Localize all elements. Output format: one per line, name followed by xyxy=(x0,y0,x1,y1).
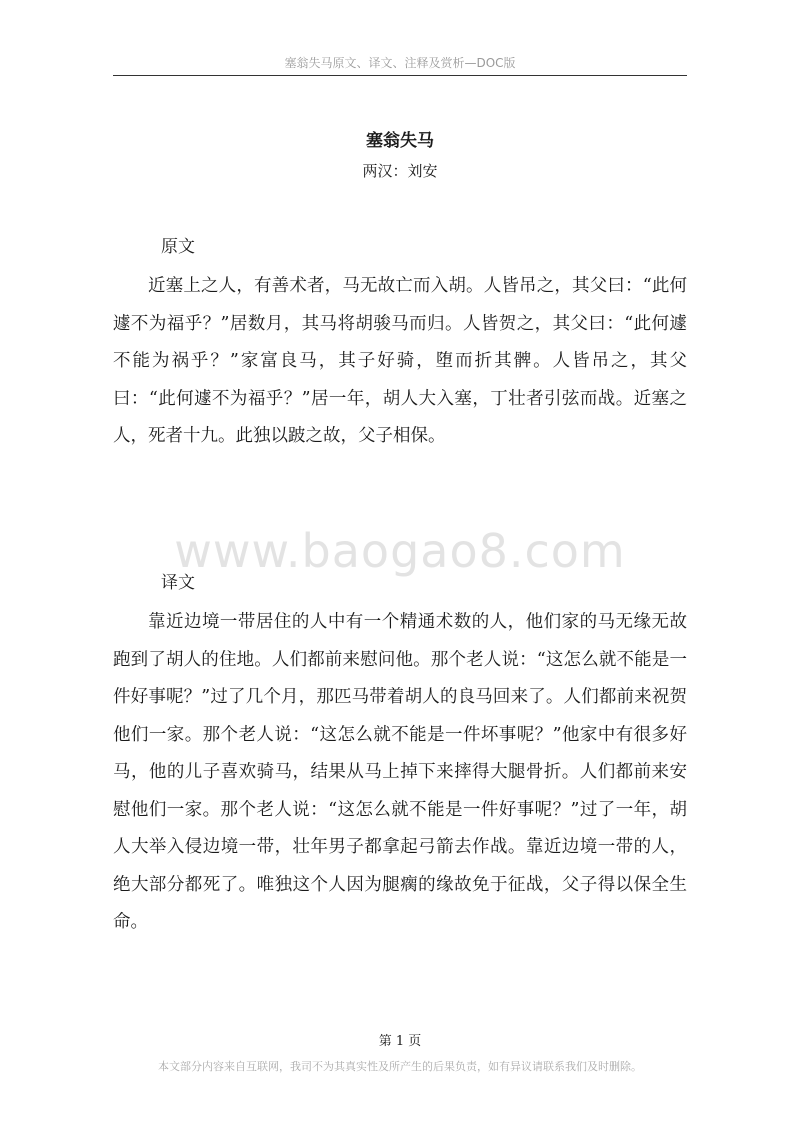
watermark: www.baogao8.com xyxy=(174,524,626,578)
document-title: 塞翁失马 xyxy=(366,131,434,151)
original-heading: 原文 xyxy=(161,237,195,257)
translation-text: 靠近边境一带居住的人中有一个精通术数的人，他们家的马无缘无故跑到了胡人的住地。人们都前来慰问他。那个老人说：“这怎么就不能是一件好事呢？”过了几个月，那匹马带着胡人的良马回来了。人们都前来祝贺他们一家。那个老人说：“这怎么就不能是一件坏事呢？”他家中有很多好马，他的儿子喜欢骑马，结果从马上掉下来摔得大腿骨折。人们都前来安慰他们一家。那个老人说：“这怎么就不能是一件好事呢？”过了一年，胡人大举入侵边境一带，壮年男子都拿起弓箭去作战。靠近边境一带的人，绝大部分都死了。唯独这个人因为腿瘸的缘故免于征战，父子得以保全生命。 xyxy=(113,612,687,932)
translation-heading: 译文 xyxy=(161,573,195,593)
original-text: 近塞上之人，有善术者，马无故亡而入胡。人皆吊之，其父曰：“此何遽不为福乎？”居数月，其马将胡骏马而归。人皆贺之，其父曰：“此何遽不能为祸乎？”家富良马，其子好骑，堕而折其髀。人皆吊之，其父曰：“此何遽不为福乎？”居一年，胡人大入塞，丁壮者引弦而战。近塞之人，死者十九。此独以跛之故，父子相保。 xyxy=(113,276,687,446)
header-divider xyxy=(113,75,687,76)
footer-disclaimer: 本文部分内容来自互联网，我司不为其真实性及所产生的后果负责，如有异议请联系我们及时删除。 xyxy=(158,1060,642,1073)
page-number: 第 1 页 xyxy=(378,1034,422,1049)
document-author: 两汉：刘安 xyxy=(362,162,438,180)
running-header: 塞翁失马原文、译文、注释及赏析—DOC版 xyxy=(284,56,516,70)
